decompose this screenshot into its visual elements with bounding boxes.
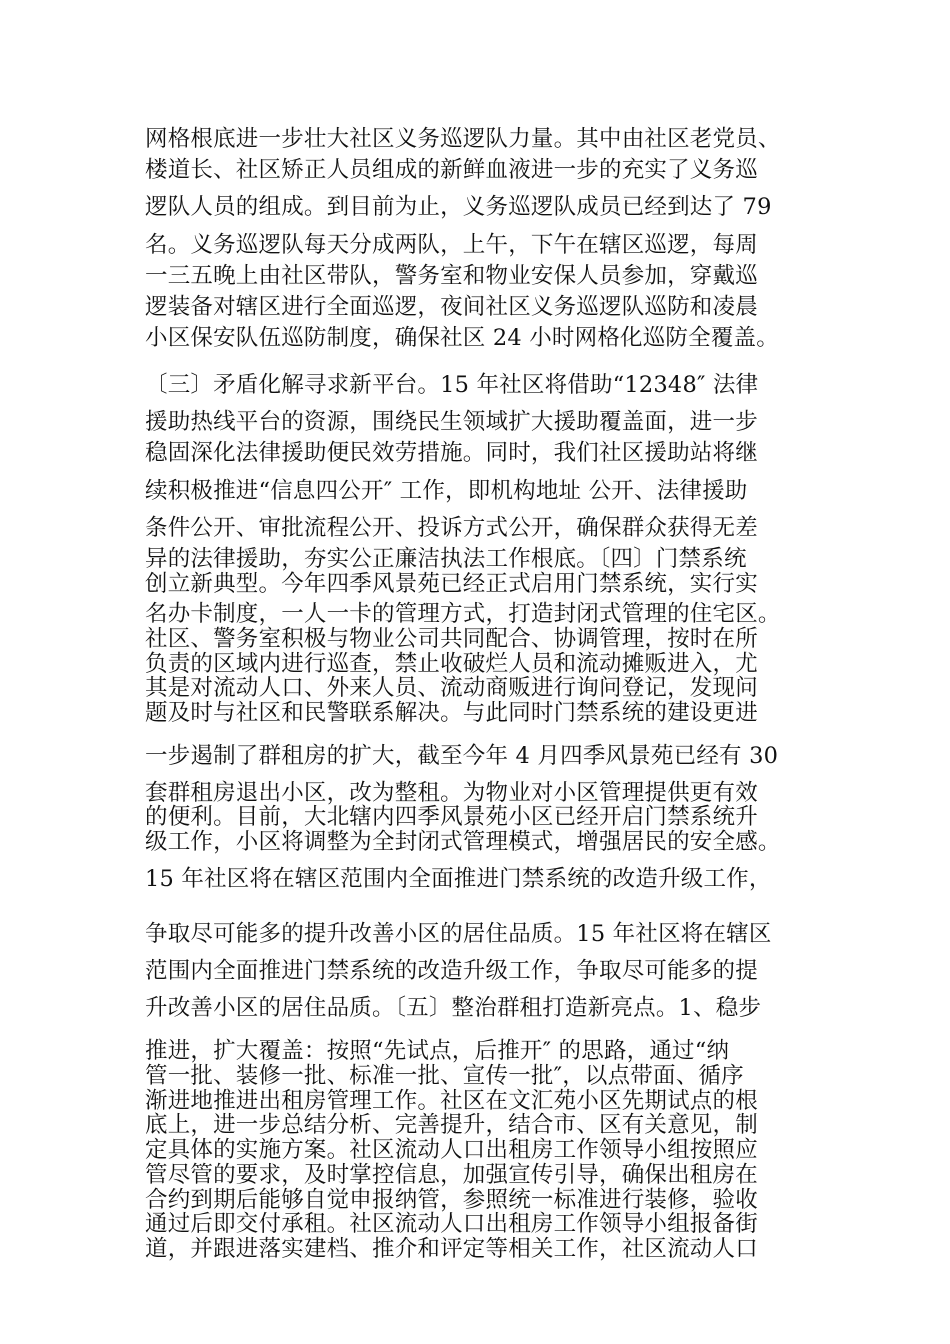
text-line: 管一批、装修一批、标准一批、宣传一批″，以点带面、循序 xyxy=(145,1063,744,1089)
text-line: 楼道长、社区矫正人员组成的新鲜血液进一步的充实了义务巡 xyxy=(145,157,758,183)
text-line: 条件公开、审批流程公开、投诉方式公开，确保群众获得无差 xyxy=(145,515,758,541)
text-line: 道，并跟进落实建档、推介和评定等相关工作，社区流动人口 xyxy=(145,1236,758,1262)
text-line: 推进，扩大覆盖：按照“先试点，后推开″ 的思路，通过“纳 xyxy=(145,1038,730,1064)
text-line: 范围内全面推进门禁系统的改造升级工作，争取尽可能多的提 xyxy=(145,958,758,984)
text-line: 社区、警务室积极与物业公司共同配合、协调管理，按时在所 xyxy=(145,626,758,652)
text-line: 定具体的实施方案。社区流动人口出租房工作领导小组按照应 xyxy=(145,1137,758,1163)
text-line: 争取尽可能多的提升改善小区的居住品质。15 年社区将在辖区 xyxy=(145,921,772,947)
text-line: 的便利。目前，大北辖内四季风景苑小区已经开启门禁系统升 xyxy=(145,804,758,830)
text-line: 套群租房退出小区，改为整租。为物业对小区管理提供更有效 xyxy=(145,780,758,806)
text-line: 渐进地推进出租房管理工作。社区在文汇苑小区先期试点的根 xyxy=(145,1088,758,1114)
text-line: 一三五晚上由社区带队，警务室和物业安保人员参加，穿戴巡 xyxy=(145,263,758,289)
text-line: 一步遏制了群租房的扩大，截至今年 4 月四季风景苑已经有 30 xyxy=(145,743,779,769)
text-line: 名办卡制度，一人一卡的管理方式，打造封闭式管理的住宅区。 xyxy=(145,601,781,627)
text-line: 题及时与社区和民警联系解决。与此同时门禁系统的建设更进 xyxy=(145,700,758,726)
text-line: 15 年社区将在辖区范围内全面推进门禁系统的改造升级工作， xyxy=(145,866,772,892)
text-line: 逻装备对辖区进行全面巡逻，夜间社区义务巡逻队巡防和凌晨 xyxy=(145,294,758,320)
text-line: 网格根底进一步壮大社区义务巡逻队力量。其中由社区老党员、 xyxy=(145,126,781,152)
text-line: 小区保安队伍巡防制度，确保社区 24 小时网格化巡防全覆盖。 xyxy=(145,325,779,351)
text-line: 负责的区域内进行巡查，禁止收破烂人员和流动摊贩进入，尤 xyxy=(145,651,758,677)
text-line: 〔三〕矛盾化解寻求新平台。15 年社区将借助“12348″ 法律 xyxy=(145,372,759,398)
text-line: 管尽管的要求，及时掌控信息，加强宣传引导，确保出租房在 xyxy=(145,1162,758,1188)
text-line: 合约到期后能够自觉申报纳管，参照统一标准进行装修，验收 xyxy=(145,1187,758,1213)
text-line: 其是对流动人口、外来人员、流动商贩进行询问登记，发现问 xyxy=(145,675,758,701)
text-line: 续积极推进“信息四公开″ 工作，即机构地址 公开、法律援助 xyxy=(145,478,748,504)
text-line: 通过后即交付承租。社区流动人口出租房工作领导小组报备街 xyxy=(145,1211,758,1237)
text-line: 级工作，小区将调整为全封闭式管理模式，增强居民的安全感。 xyxy=(145,829,781,855)
text-line: 稳固深化法律援助便民效劳措施。同时，我们社区援助站将继 xyxy=(145,440,758,466)
text-line: 名。义务巡逻队每天分成两队，上午，下午在辖区巡逻，每周 xyxy=(145,232,758,258)
text-line: 升改善小区的居住品质。〔五〕整治群租打造新亮点。1、稳步 xyxy=(145,995,762,1021)
text-line: 异的法律援助，夯实公正廉洁执法工作根底。〔四〕门禁系统 xyxy=(145,546,747,572)
text-line: 援助热线平台的资源，围绕民生领域扩大援助覆盖面，进一步 xyxy=(145,409,758,435)
text-line: 创立新典型。今年四季风景苑已经正式启用门禁系统，实行实 xyxy=(145,571,758,597)
text-line: 逻队人员的组成。到目前为止，义务巡逻队成员已经到达了 79 xyxy=(145,194,772,220)
text-line: 底上，进一步总结分析、完善提升，结合市、区有关意见，制 xyxy=(145,1112,758,1138)
